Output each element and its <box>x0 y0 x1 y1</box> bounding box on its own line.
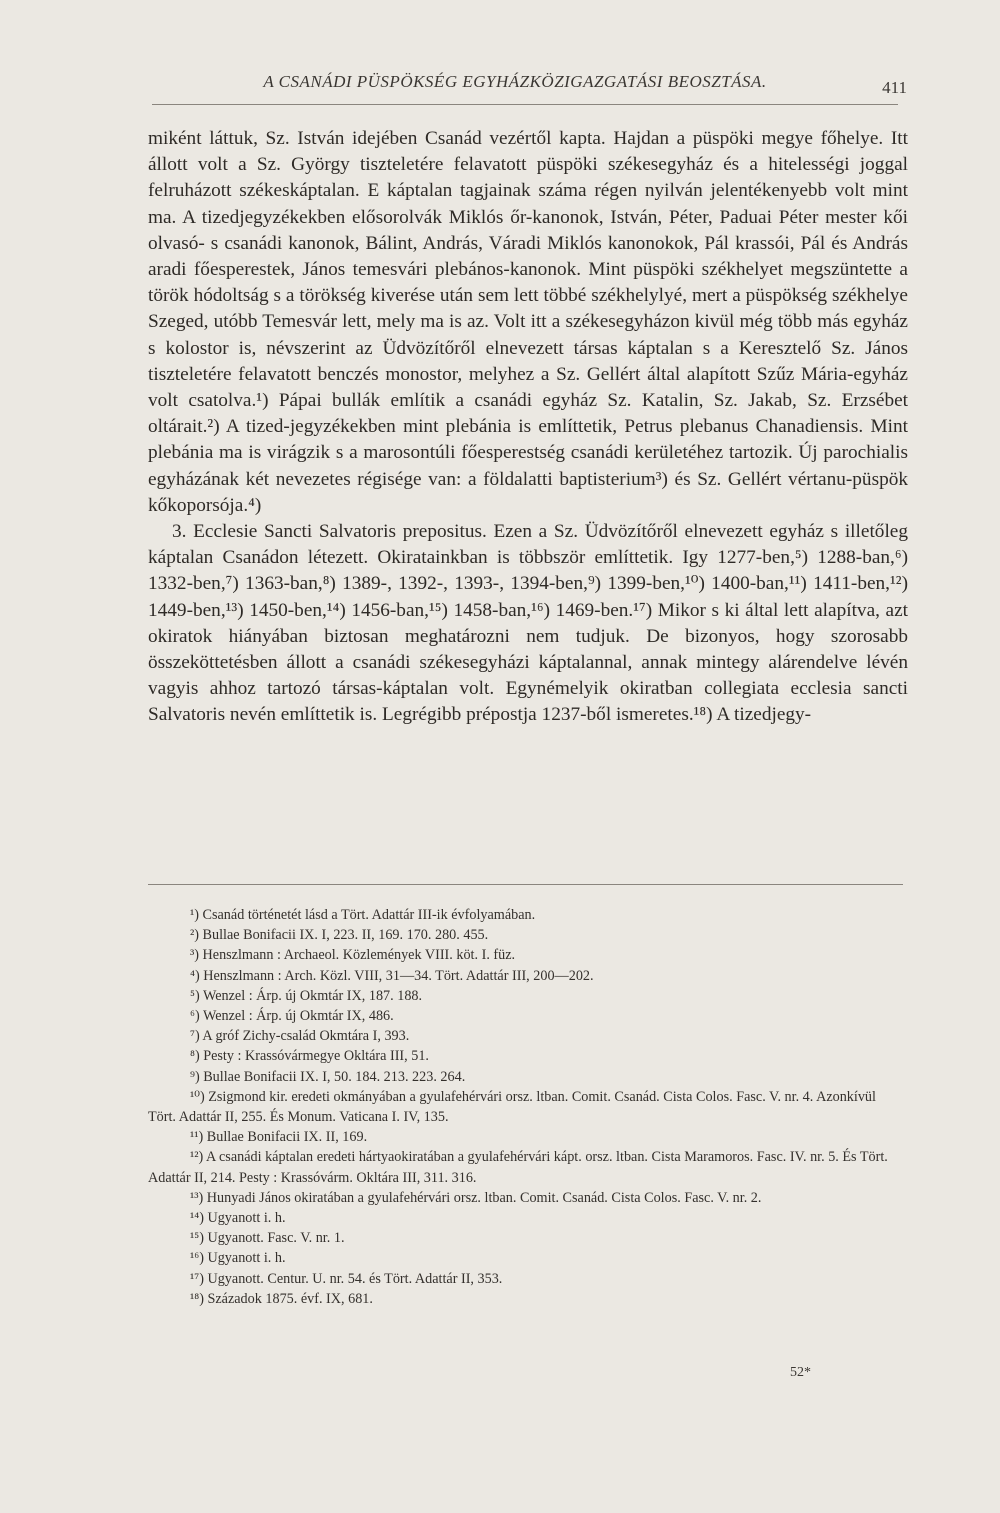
footnote: ⁵) Wenzel : Árp. új Okmtár IX, 187. 188. <box>190 987 423 1004</box>
running-title: A CSANÁDI PÜSPÖKSÉG EGYHÁZKÖZIGAZGATÁSI BEOSZTÁSA. <box>263 72 767 91</box>
footnote: ⁴) Henszlmann : Arch. Közl. VIII, 31—34. Tört. Adattár III, 200—202. <box>190 967 594 984</box>
footnote: ¹⁵) Ugyanott. Fasc. V. nr. 1. <box>190 1230 345 1247</box>
footnote: ¹⁶) Ugyanott i. h. <box>190 1250 286 1267</box>
footnote: ¹²) A csanádi káptalan eredeti hártyaokiratában a gyulafehérvári kápt. orsz. ltban. Cista Maramoros. Fasc. IV. nr. 5. És Tört. Adattár II, 214. Pesty : Krassóvárm. Okltára III, 311. 316. <box>148 1149 888 1186</box>
footnote: ¹⁸) Századok 1875. évf. IX, 681. <box>190 1290 373 1307</box>
footnote: ²) Bullae Bonifacii IX. I, 223. II, 169. 170. 280. 455. <box>190 927 489 944</box>
footnote: ⁷) A gróf Zichy-család Okmtára I, 393. <box>190 1028 410 1045</box>
footnote: ⁸) Pesty : Krassóvármegye Okltára III, 51. <box>190 1048 429 1065</box>
signature-mark: 52* <box>790 1365 811 1380</box>
header-rule <box>152 104 898 105</box>
footnote: ¹¹) Bullae Bonifacii IX. II, 169. <box>190 1129 368 1146</box>
paragraph: miként láttuk, Sz. István idejében Csanád vezértől kapta. Hajdan a püspöki megye főhelye. Itt állott volt a Sz. György tiszteletére felavatott püspöki székesegyház és a hitelességi joggal felruházott székeskáptalan. E káptalan tagjainak száma régen nyilván jelentékenyebb volt mint ma. A tizedjegyzékekben elősorolvák Miklós őr-kanonok, István, Péter, Paduai Péter mester kői olvasó- s csanádi kanonok, Bálint, András, Váradi Miklós kanonokok, Pál krassói, Pál és András aradi főesperestek, János temesvári plebános-kanonok. Mint püspöki székhelyet megszüntette a török hódoltság s a törökség kiverése után sem lett többé székhelylyé, mert a püspökség székhelye Szeged, utóbb Temesvár lett, mely ma is az. Volt itt a székesegyházon kivül még több más egyház s kolostor is, névszerint az Üdvözítőről elnevezett társas káptalan s a Keresztelő Sz. János tiszteletére felavatott benczés monostor, melyhez a Sz. Gellért által alapított Szűz Mária-egyház volt csatolva.¹) Pápai bullák említik a csanádi egyház Sz. Katalin, Sz. Jakab, Sz. Erzsébet oltárait.²) A tized-jegyzékekben mint plebánia is említtetik, Petrus plebanus Chanadiensis. Mint plebánia ma is virágzik s a marosontúli főesperestség csanádi kerületéhez tartozik. Új parochialis egyházának két nevezetes régisége van: a földalatti baptisterium³) és Sz. Gellért vértanu-püspök kőkoporsója.⁴) <box>148 128 908 516</box>
paragraph: 3. Ecclesie Sancti Salvatoris prepositus. Ezen a Sz. Üdvözítőről elnevezett egyház s illetőleg káptalan Csanádon létezett. Okiratainkban is többször említtetik. Igy 1277-ben,⁵) 1288-ban,⁶) 1332-ben,⁷) 1363-ban,⁸) 1389-, 1392-, 1393-, 1394-ben,⁹) 1399-ben,¹⁰) 1400-ban,¹¹) 1411-ben,¹²) 1449-ben,¹³) 1450-ben,¹⁴) 1456-ban,¹⁵) 1458-ban,¹⁶) 1469-ben.¹⁷) Mikor s ki által lett alapítva, azt okiratok hiányában biztosan meghatározni nem tudjuk. De bizonyos, hogy szorosabb összeköttetésben állott a csanádi székesegyházi káptalannal, annak mintegy alárendelve lévén vagyis ahhoz tartozó társas-káptalan volt. Egynémelyik okiratban collegiata ecclesia sancti Salvatoris nevén említtetik is. Legrégibb prépostja 1237-ből ismeretes.¹⁸) A tizedjegy- <box>148 521 908 726</box>
page-number: 411 <box>882 78 907 97</box>
body-text <box>148 126 908 729</box>
footnote: ¹⁷) Ugyanott. Centur. U. nr. 54. és Tört. Adattár II, 353. <box>190 1270 503 1287</box>
footnote: ⁶) Wenzel : Árp. új Okmtár IX, 486. <box>190 1008 394 1025</box>
footnotes <box>148 905 893 1309</box>
footnote: ¹³) Hunyadi János okiratában a gyulafehérvári orsz. ltban. Comit. Csanád. Cista Colos. Fasc. V. nr. 2. <box>190 1189 762 1206</box>
footnote: ³) Henszlmann : Archaeol. Közlemények VIII. köt. I. füz. <box>190 947 516 964</box>
footnote: ⁹) Bullae Bonifacii IX. I, 50. 184. 213. 223. 264. <box>190 1068 466 1085</box>
footnote-rule <box>148 884 903 885</box>
footnote: ¹) Csanád történetét lásd a Tört. Adattár III-ik évfolyamában. <box>190 907 536 923</box>
footnote: ¹⁴) Ugyanott i. h. <box>190 1210 286 1227</box>
footnote: ¹⁰) Zsigmond kir. eredeti okmányában a gyulafehérvári orsz. ltban. Comit. Csanád. Cista Colos. Fasc. V. nr. 4. Azonkívül Tört. Adattár II, 255. És Monum. Vaticana I. IV, 135. <box>148 1088 876 1126</box>
